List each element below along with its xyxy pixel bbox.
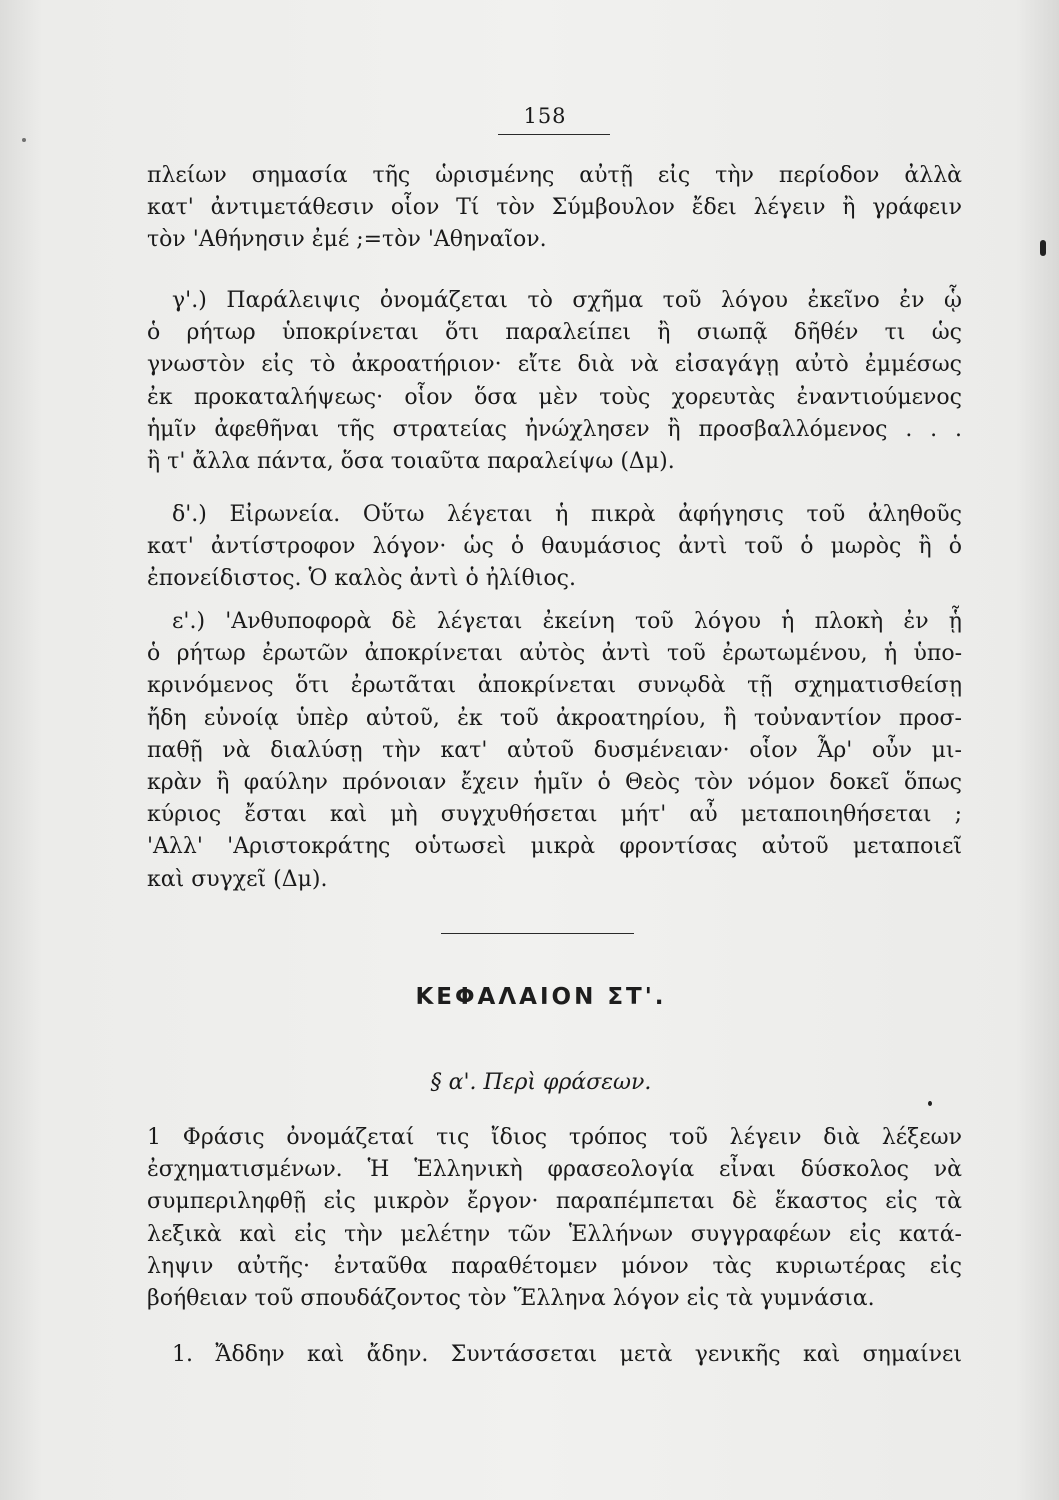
- text-line: 'Αλλ' 'Αριστοκράτης οὑτωσεὶ μικρὰ φροντίσας αὐτοῦ μεταποιεῖ: [147, 834, 962, 860]
- text-line: ληψιν αὐτῆς· ἐνταῦθα παραθέτομεν μόνον τὰς κυριωτέρας εἰς: [147, 1253, 962, 1279]
- text-line: ἡμῖν ἀφεθῆναι τῆς στρατείας ἠνώχλησεν ἢ προσβαλλόμενος . . .: [147, 416, 962, 442]
- text-line: 1. Ἄδδην καὶ ἄδην. Συντάσσεται μετὰ γενικῆς καὶ σημαίνει: [172, 1342, 962, 1367]
- header-rule: [498, 134, 610, 135]
- text-line: γ'.) Παράλειψις ὀνομάζεται τὸ σχῆμα τοῦ λόγου ἐκεῖνο ἐν ᾧ: [172, 288, 962, 313]
- text-line: κρινόμενος ὅτι ἐρωτᾶται ἀποκρίνεται συνῳδὰ τῇ σχηματισθείσῃ: [147, 673, 962, 699]
- text-line: 1 Φράσις ὀνομάζεταί τις ἴδιος τρόπος τοῦ λέγειν διὰ λέξεων: [147, 1125, 962, 1150]
- text-line: κατ' ἀντιμετάθεσιν οἷον Τί τὸν Σύμβουλον ἔδει λέγειν ἢ γράφειν: [147, 195, 962, 221]
- text-line: πλείων σημασία τῆς ὡρισμένης αὐτῇ εἰς τὴν περίοδον ἀλλὰ: [147, 163, 962, 188]
- text-line: κατ' ἀντίστροφον λόγον· ὡς ὁ θαυμάσιος ἀντὶ τοῦ ὁ μωρὸς ἢ ὁ: [147, 534, 962, 560]
- text-line: βοήθειαν τοῦ σπουδάζοντος τὸν Ἕλληνα λόγον εἰς τὰ γυμνάσια.: [147, 1286, 875, 1312]
- text-line: συμπεριληφθῇ εἰς μικρὸν ἔργον· παραπέμπεται δὲ ἕκαστος εἰς τὰ: [147, 1189, 962, 1215]
- text-line: γνωστὸν εἰς τὸ ἀκροατήριον· εἴτε διὰ νὰ εἰσαγάγῃ αὐτὸ ἐμμέσως: [147, 352, 962, 378]
- text-line: παθῇ νὰ διαλύσῃ τὴν κατ' αὐτοῦ δυσμένειαν· οἷον Ἆρ' οὖν μι-: [147, 737, 962, 763]
- chapter-heading: ΚΕΦΑΛΑΙΟΝ ΣΤ'.: [415, 984, 667, 1010]
- ink-speck: [928, 1101, 932, 1106]
- section-divider: [441, 933, 634, 934]
- text-line: ἤδη εὐνοίᾳ ὑπὲρ αὐτοῦ, ἐκ τοῦ ἀκροατηρίου, ἢ τοὐναντίον προσ-: [147, 705, 962, 731]
- paragraph-paraleipsis: [147, 285, 962, 478]
- paragraph-entry-1: [147, 1339, 962, 1371]
- text-line: ἐκ προκαταλήψεως· οἷον ὅσα μὲν τοὺς χορευτὰς ἐναντιούμενος: [147, 384, 962, 410]
- ink-speck: [22, 138, 26, 142]
- text-line: κύριος ἔσται καὶ μὴ συγχυθήσεται μήτ' αὖ μεταποιηθήσεται ;: [147, 802, 962, 828]
- text-line: ἐσχηματισμένων. Ἡ Ἑλληνικὴ φρασεολογία εἶναι δύσκολος νὰ: [147, 1157, 962, 1183]
- text-line: ὁ ρήτωρ ὑποκρίνεται ὅτι παραλείπει ἢ σιωπᾷ δῆθέν τι ὡς: [147, 320, 962, 346]
- text-line: δ'.) Εἰρωνεία. Οὕτω λέγεται ἡ πικρὰ ἀφήγησις τοῦ ἀληθοῦς: [172, 502, 962, 527]
- text-line: καὶ συγχεῖ (Δμ).: [147, 866, 328, 892]
- paragraph-continuation: [147, 160, 962, 257]
- paragraph-eironeia: [147, 499, 962, 596]
- section-heading: § α'. Περὶ φράσεων.: [430, 1070, 652, 1095]
- text-line: ε'.) 'Ανθυποφορὰ δὲ λέγεται ἐκείνη τοῦ λόγου ἡ πλοκὴ ἐν ᾗ: [172, 609, 962, 634]
- text-line: ἢ τ' ἄλλα πάντα, ὅσα τοιαῦτα παραλείψω (Δμ).: [147, 449, 675, 475]
- text-line: ἐπονείδιστος. Ὁ καλὸς ἀντὶ ὁ ἠλίθιος.: [147, 566, 576, 592]
- text-line: ὁ ρήτωρ ἐρωτῶν ἀποκρίνεται αὐτὸς ἀντὶ τοῦ ἐρωτωμένου, ἡ ὑπο-: [147, 641, 962, 667]
- ink-speck: [1040, 240, 1046, 256]
- page-number: 158: [523, 104, 567, 128]
- text-line: τὸν 'Αθήνησιν ἐμέ ;=τὸν 'Αθηναῖον.: [147, 227, 547, 253]
- text-line: κρὰν ἢ φαύλην πρόνοιαν ἔχειν ἡμῖν ὁ Θεὸς τὸν νόμον δοκεῖ ὅπως: [147, 770, 962, 796]
- paragraph-phrasis: [147, 1122, 962, 1315]
- paragraph-anthypophora: [147, 606, 962, 896]
- text-line: λεξικὰ καὶ εἰς τὴν μελέτην τῶν Ἑλλήνων συγγραφέων εἰς κατά-: [147, 1221, 962, 1247]
